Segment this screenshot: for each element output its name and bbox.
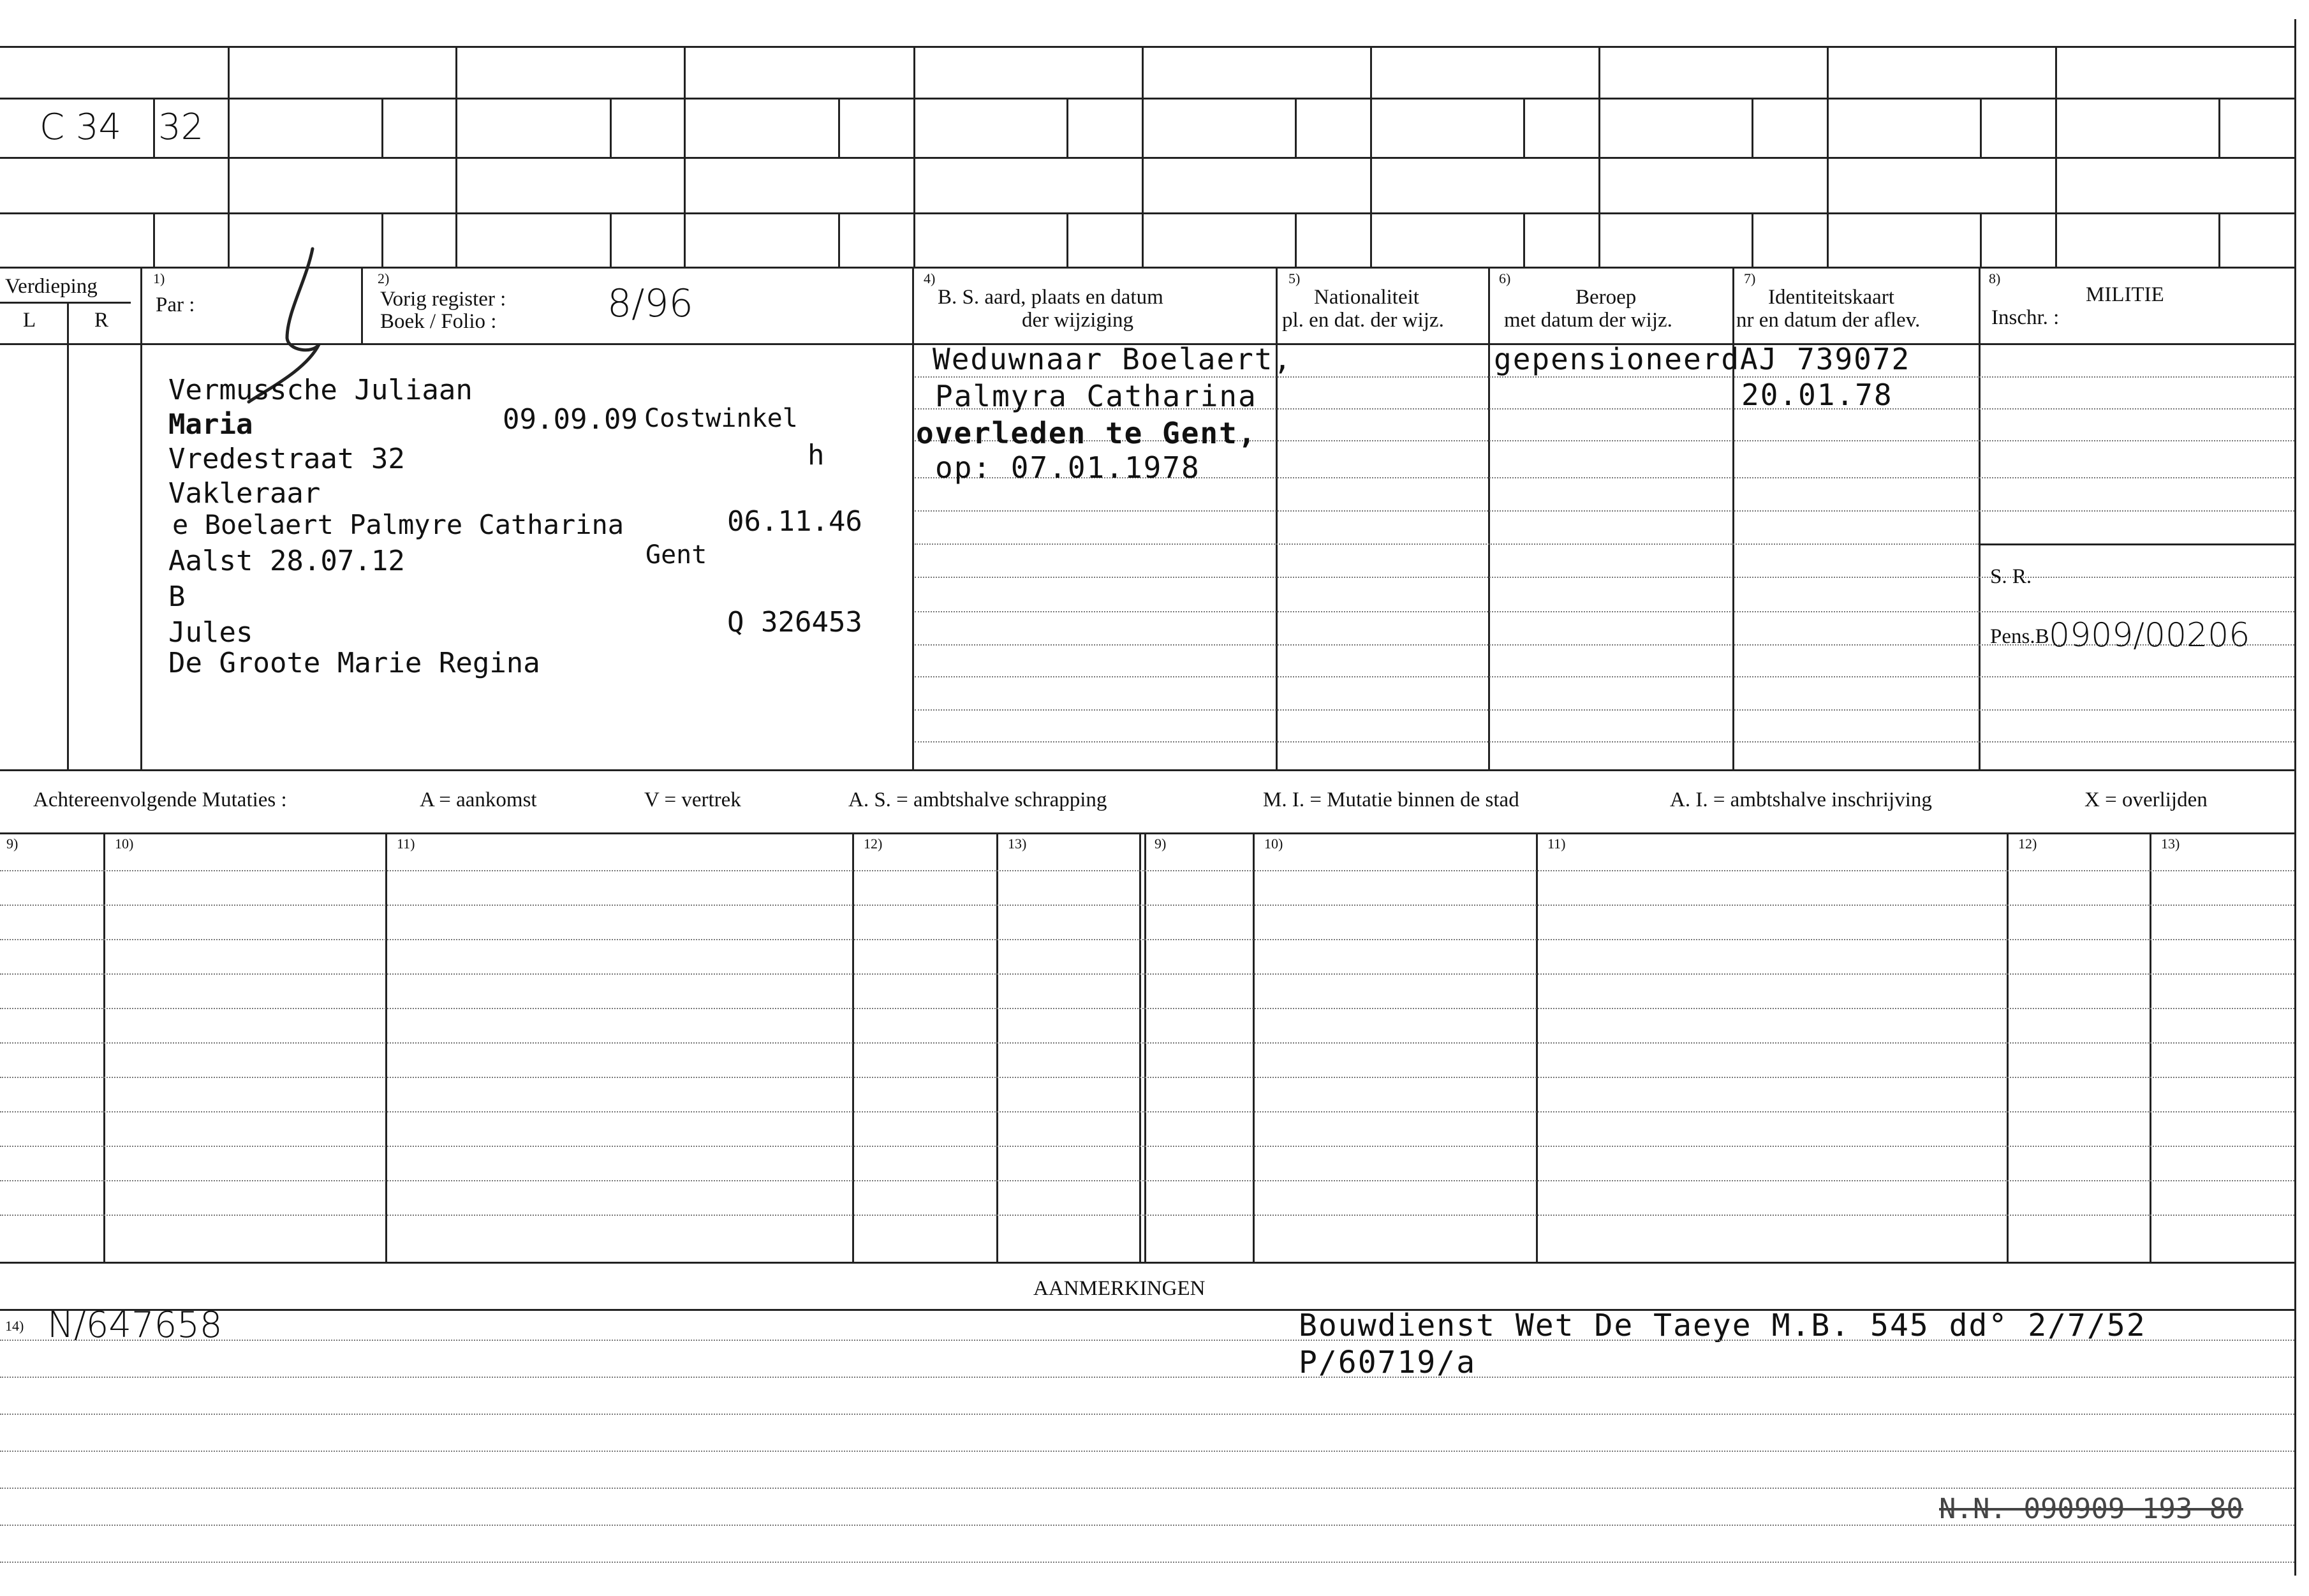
mut-col-divider	[2007, 832, 2009, 1262]
top-grid-line	[0, 46, 2296, 48]
legend-ambtshalve-schrapping: A. S. = ambtshalve schrapping	[848, 788, 1107, 811]
mut-dotted-row	[0, 939, 2294, 940]
top-grid-divider	[2055, 46, 2057, 267]
aanmerkingen-number: 14)	[5, 1318, 24, 1334]
top-grid-subdivider	[1523, 98, 1525, 157]
person-name: Vermussche Juliaan	[168, 374, 473, 406]
verdieping-label: Verdieping	[5, 275, 98, 298]
boek-folio-label: Boek / Folio :	[380, 310, 497, 333]
col-divider-6	[1488, 267, 1490, 771]
col2-number: 2)	[378, 270, 390, 286]
aanmerkingen-title: AANMERKINGEN	[1033, 1277, 1206, 1300]
aanm-dotted-row	[0, 1414, 2294, 1415]
top-grid-subdivider	[610, 98, 612, 157]
beroep-sublabel: met datum der wijz.	[1504, 309, 1672, 332]
mut-col-num: 12)	[864, 836, 883, 852]
top-grid-divider	[228, 46, 230, 267]
mutaties-top-line	[0, 832, 2296, 834]
mut-dotted-row	[0, 1077, 2294, 1078]
mother-name: De Groote Marie Regina	[168, 647, 540, 679]
top-grid-divider	[913, 46, 915, 267]
col5-number: 5)	[1288, 270, 1301, 286]
lr-divider	[67, 302, 69, 771]
top-grid-subdivider	[381, 98, 383, 157]
legend-vertrek: V = vertrek	[644, 788, 741, 811]
aanm-dotted-row	[0, 1488, 2294, 1489]
birth-date: 09.09.09	[503, 403, 638, 436]
legend-ambtshalve-inschrijving: A. I. = ambtshalve inschrijving	[1670, 788, 1932, 811]
top-grid-divider	[1598, 46, 1600, 267]
dotted-row	[915, 676, 2294, 677]
person-first-name: Maria	[168, 408, 253, 441]
legend-aankomst: A = aankomst	[420, 788, 537, 811]
top-grid-divider	[1142, 46, 1144, 267]
mut-col-divider	[996, 832, 998, 1262]
mut-dotted-row	[0, 973, 2294, 975]
mut-col-divider	[1536, 832, 1538, 1262]
militie-label: MILITIE	[2086, 283, 2164, 306]
top-grid-subdivider	[1066, 98, 1068, 157]
beroep-entry: gepensioneerd	[1494, 342, 1741, 376]
mut-dotted-row	[0, 905, 2294, 906]
bs-entry-line1: Weduwnaar Boelaert,	[933, 342, 1293, 376]
dotted-row	[915, 376, 2294, 378]
identiteitskaart-label: Identiteitskaart	[1768, 286, 1894, 309]
dotted-row	[915, 709, 2294, 711]
national-number: N.N. 090909 193 80	[1939, 1493, 2243, 1525]
aanmerkingen-note-2: P/60719/a	[1299, 1345, 1477, 1380]
top-grid-subdivider	[1295, 212, 1297, 267]
birth-place: Costwinkel	[644, 404, 798, 433]
top-grid-subdivider	[153, 98, 155, 157]
identiteitskaart-sublabel: nr en datum der aflev.	[1736, 309, 1921, 332]
dotted-row	[915, 741, 2294, 743]
body-bottom-line	[0, 769, 2296, 771]
top-grid-divider	[1370, 46, 1372, 267]
mark-h: h	[808, 439, 825, 471]
mut-dotted-row	[0, 1146, 2294, 1147]
top-grid-subdivider	[153, 212, 155, 267]
top-grid-divider	[455, 46, 457, 267]
sr-label: S. R.	[1990, 565, 2032, 588]
top-grid-subdivider	[1295, 98, 1297, 157]
col6-number: 6)	[1499, 270, 1511, 286]
spouse-name: e Boelaert Palmyre Catharina	[172, 509, 624, 540]
mut-col-num: 9)	[1154, 836, 1167, 852]
aanm-dotted-row	[0, 1377, 2294, 1378]
par-label: Par :	[156, 293, 195, 316]
aanm-dotted-row	[0, 1451, 2294, 1452]
dotted-row	[915, 543, 1979, 545]
mut-col-num: 13)	[2161, 836, 2180, 852]
aanmerkingen-note-1: Bouwdienst Wet De Taeye M.B. 545 dd° 2/7/52	[1299, 1308, 2146, 1343]
top-grid-subdivider	[381, 212, 383, 267]
dotted-row	[915, 577, 2294, 578]
legend-overlijden: X = overlijden	[2084, 788, 2208, 811]
top-grid-subdivider	[838, 98, 840, 157]
father-name: Jules	[168, 616, 253, 649]
mut-col-num: 11)	[397, 836, 415, 852]
top-grid-subdivider	[2218, 212, 2220, 267]
col4-number: 4)	[924, 270, 936, 286]
id-code: Q 326453	[727, 606, 862, 639]
aanmerkingen-ref: N/647658	[47, 1304, 223, 1346]
spouse-birth: Aalst 28.07.12	[168, 545, 405, 577]
mut-col-divider	[1139, 832, 1141, 1262]
col-divider-8	[1979, 267, 1981, 771]
marriage-date: 06.11.46	[727, 505, 862, 538]
bs-entry-line3: overleden te Gent,	[916, 416, 1257, 450]
bs-entry-line2: Palmyra Catharina	[935, 379, 1257, 413]
floor-r-label: R	[94, 309, 109, 332]
top-grid-subdivider	[838, 212, 840, 267]
mut-col-num: 13)	[1008, 836, 1027, 852]
legend-mutatie-binnen-stad: M. I. = Mutatie binnen de stad	[1263, 788, 1519, 811]
marriage-place: Gent	[645, 540, 707, 570]
aanm-dotted-row	[0, 1340, 2294, 1341]
mut-dotted-row	[0, 1180, 2294, 1181]
col8-number: 8)	[1989, 270, 2001, 286]
right-edge-line	[2294, 19, 2296, 1576]
top-grid-subdivider	[1980, 212, 1982, 267]
mut-col-divider	[1144, 832, 1146, 1262]
bs-label-line1: B. S. aard, plaats en datum	[938, 286, 1163, 309]
card-code: C 34	[40, 107, 122, 148]
pens-label: Pens.B	[1990, 625, 2049, 648]
mut-dotted-row	[0, 870, 2294, 871]
mut-col-divider	[852, 832, 854, 1262]
col-divider-1	[140, 267, 142, 771]
id-card-number: AJ 739072	[1740, 342, 1911, 376]
top-grid-subdivider	[2218, 98, 2220, 157]
mutaties-bottom-line	[0, 1262, 2296, 1264]
col-divider-4	[912, 267, 914, 771]
mut-col-divider	[2150, 832, 2151, 1262]
dotted-row	[915, 510, 2294, 512]
mut-col-num: 11)	[1547, 836, 1566, 852]
top-grid-line	[0, 157, 2296, 159]
top-grid-subdivider	[1523, 212, 1525, 267]
mut-col-num: 10)	[1264, 836, 1283, 852]
mut-dotted-row	[0, 1215, 2294, 1216]
mut-dotted-row	[0, 1008, 2294, 1009]
floor-l-label: L	[23, 309, 36, 332]
mut-col-divider	[1253, 832, 1255, 1262]
dotted-row	[915, 611, 2294, 612]
top-grid-subdivider	[1066, 212, 1068, 267]
verdieping-line	[0, 302, 131, 304]
vorig-register-label: Vorig register :	[380, 288, 506, 311]
profession: Vakleraar	[168, 477, 321, 510]
nationaliteit-label: Nationaliteit	[1314, 286, 1419, 309]
mut-col-divider	[103, 832, 105, 1262]
bs-label-line2: der wijziging	[1022, 309, 1134, 332]
mut-col-num: 10)	[115, 836, 134, 852]
top-grid-line	[0, 212, 2296, 214]
mut-dotted-row	[0, 1111, 2294, 1112]
pens-number: 0909/00206	[2049, 616, 2250, 654]
nationaliteit-sublabel: pl. en dat. der wijz.	[1282, 309, 1444, 332]
mut-col-num: 9)	[6, 836, 18, 852]
col7-number: 7)	[1744, 270, 1756, 286]
aanm-dotted-row	[0, 1562, 2294, 1563]
militie-divider	[1981, 543, 2294, 545]
street-address: Vredestraat 32	[168, 443, 405, 475]
inschr-label: Inschr. :	[1991, 306, 2060, 329]
mut-col-divider	[385, 832, 387, 1262]
top-grid-divider	[684, 46, 686, 267]
top-grid-subdivider	[610, 212, 612, 267]
card-number: 32	[158, 107, 204, 148]
id-card-date: 20.01.78	[1741, 378, 1893, 412]
top-grid-divider	[1827, 46, 1829, 267]
top-grid-subdivider	[1752, 212, 1753, 267]
mark-b: B	[168, 580, 186, 613]
top-grid-line	[0, 98, 2296, 100]
mut-dotted-row	[0, 1042, 2294, 1044]
boek-folio-value: 8/96	[607, 281, 693, 326]
col1-number: 1)	[153, 270, 165, 286]
beroep-label: Beroep	[1575, 286, 1637, 309]
top-grid-subdivider	[1980, 98, 1982, 157]
bs-entry-line4: op: 07.01.1978	[935, 450, 1200, 485]
top-grid-subdivider	[1752, 98, 1753, 157]
mut-col-num: 12)	[2018, 836, 2037, 852]
mutaties-title: Achtereenvolgende Mutaties :	[33, 788, 287, 811]
